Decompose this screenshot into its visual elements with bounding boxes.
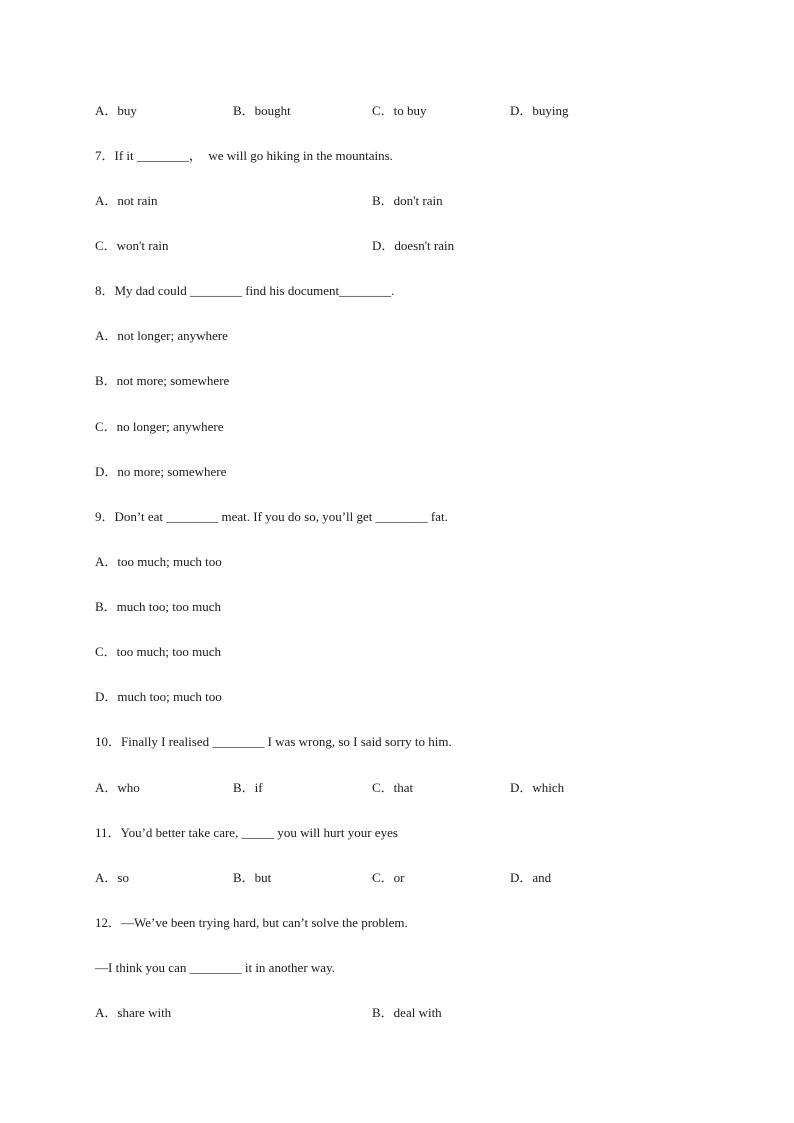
- q10-option-c: C．that: [372, 780, 414, 795]
- q9-option-a: A．too much; much too: [95, 554, 222, 569]
- q7-option-a: A．not rain: [95, 193, 158, 208]
- q10-option-d: D．which: [510, 780, 565, 795]
- q11-option-c: C．or: [372, 870, 405, 885]
- q9-option-c: C．too much; too much: [95, 644, 222, 659]
- q9-option-d: D．much too; much too: [95, 689, 222, 704]
- q12-stem: 12．—We’ve been trying hard, but can’t solve the problem.: [95, 915, 408, 930]
- q12-stem-reply: —I think you can ________ it in another way.: [95, 960, 335, 975]
- q6-option-c: C．to buy: [372, 103, 427, 118]
- q12-option-b: B．deal with: [372, 1005, 442, 1020]
- q10-option-b: B．if: [233, 780, 263, 795]
- q7-stem: 7．If it ________， we will go hiking in the mountains.: [95, 148, 393, 163]
- q6-option-b: B．bought: [233, 103, 291, 118]
- q12-option-a: A．share with: [95, 1005, 172, 1020]
- q8-stem: 8．My dad could ________ find his document________.: [95, 283, 395, 298]
- q8-option-c: C．no longer; anywhere: [95, 419, 224, 434]
- q10-option-a: A．who: [95, 780, 140, 795]
- q7-option-b: B．don't rain: [372, 193, 443, 208]
- q11-option-a: A．so: [95, 870, 129, 885]
- q6-option-a: A．buy: [95, 103, 137, 118]
- q7-option-c: C．won't rain: [95, 238, 169, 253]
- q11-option-d: D．and: [510, 870, 552, 885]
- q7-option-d: D．doesn't rain: [372, 238, 455, 253]
- q11-option-b: B．but: [233, 870, 272, 885]
- q9-option-b: B．much too; too much: [95, 599, 222, 614]
- q8-option-d: D．no more; somewhere: [95, 464, 227, 479]
- q11-stem: 11．You’d better take care, _____ you will hurt your eyes: [95, 825, 398, 840]
- q9-stem: 9．Don’t eat ________ meat. If you do so, you’ll get ________ fat.: [95, 509, 448, 524]
- q6-option-d: D．buying: [510, 103, 569, 118]
- q8-option-b: B．not more; somewhere: [95, 373, 230, 388]
- q8-option-a: A．not longer; anywhere: [95, 328, 228, 343]
- q10-stem: 10．Finally I realised ________ I was wrong, so I said sorry to him.: [95, 734, 452, 749]
